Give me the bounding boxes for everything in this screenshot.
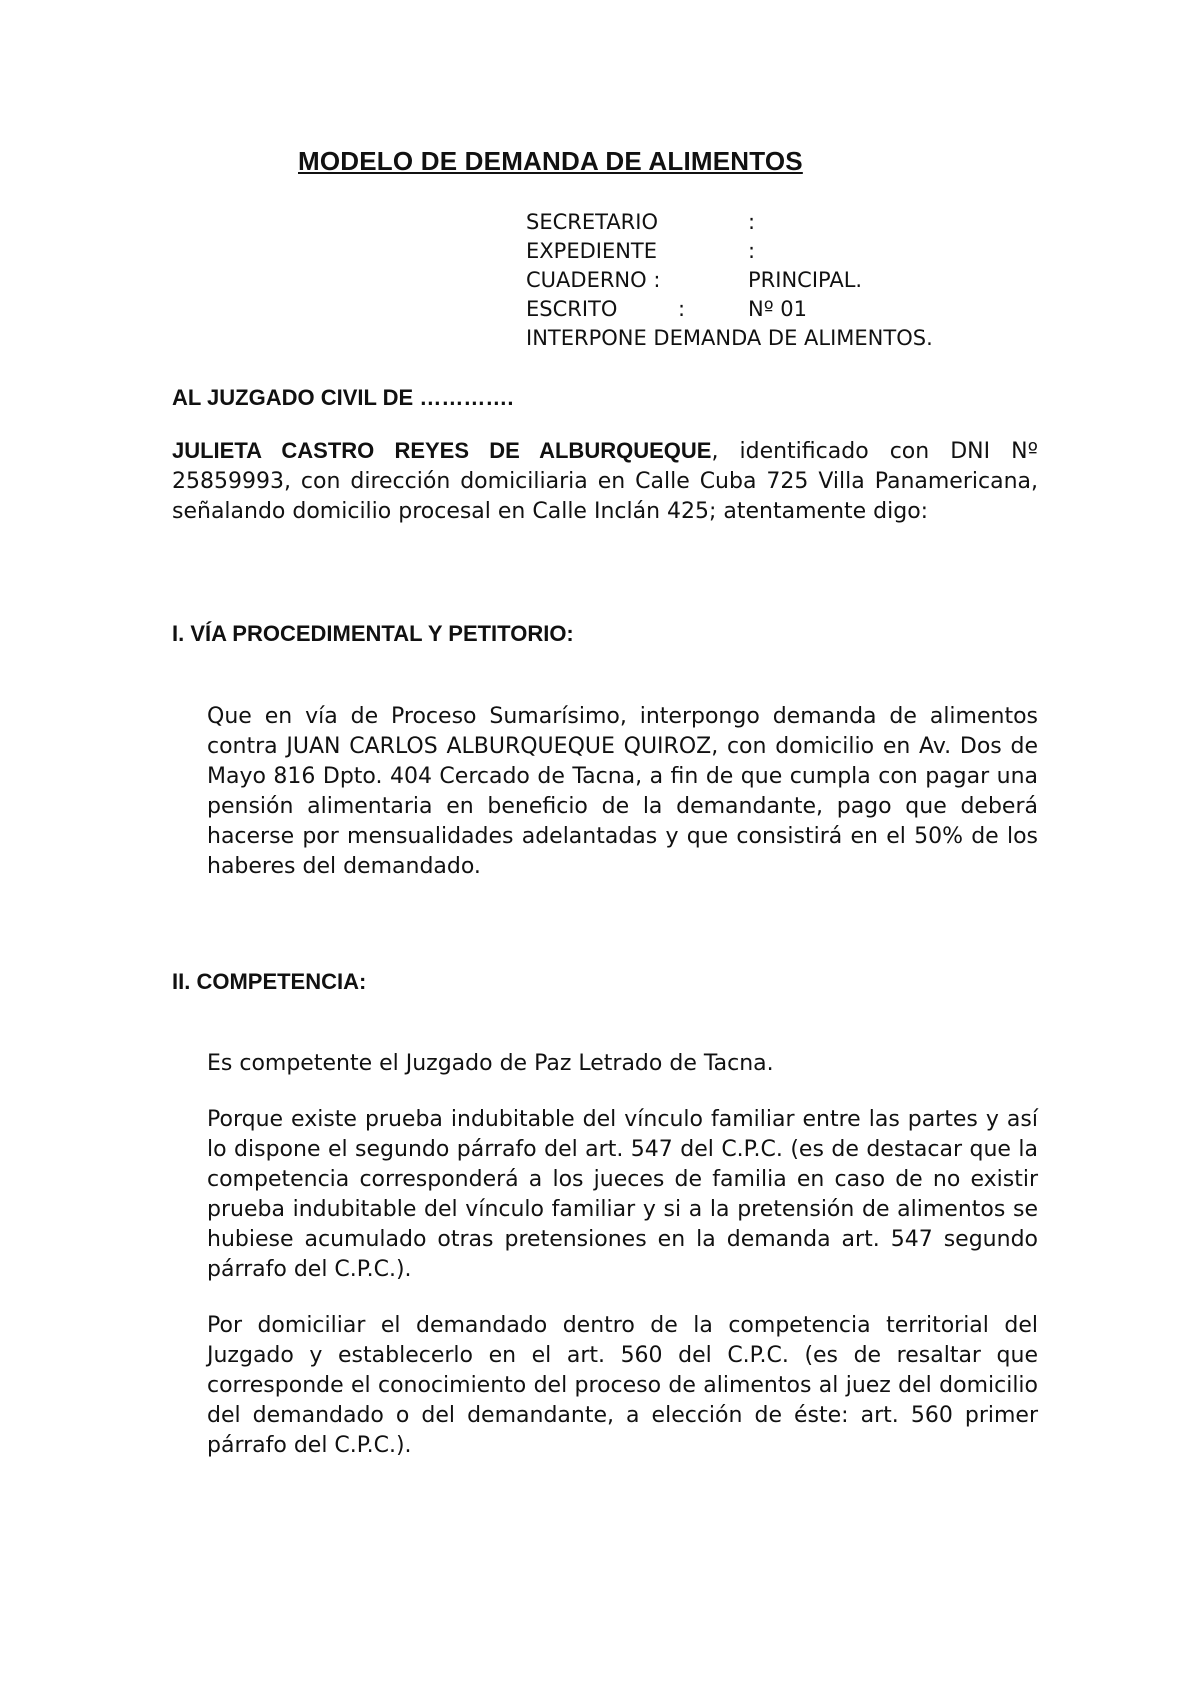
- section-2-paragraph-3: Por domiciliar el demandado dentro de la competencia territorial del Juzgado y establecerlo en el art. 560 del C.P.C. (es de resaltar que corresponde el conocimiento del proceso de alimentos al juez del domicilio del demandado o del demandante, a elección de éste: art. 560 primer párrafo del C.P.C.).: [207, 1313, 1038, 1458]
- plaintiff-name: JULIETA CASTRO REYES DE ALBURQUEQUE: [172, 438, 712, 463]
- cuaderno-row: [526, 266, 933, 295]
- cuaderno-label-group: CUADERNO :: [526, 268, 661, 292]
- expediente-row: [526, 237, 933, 266]
- document-title: MODELO DE DEMANDA DE ALIMENTOS: [298, 146, 803, 176]
- intro-text: , identificado con DNI Nº 25859993, con dirección domiciliaria en Calle Cuba 725 Villa Panamericana, señalando domicilio procesal en Calle Inclán 425; atentamente digo:: [172, 439, 1038, 524]
- secretario-row: [526, 208, 933, 237]
- escrito-value: Nº 01: [748, 297, 808, 321]
- secretario-label: SECRETARIO: [526, 210, 658, 234]
- section-2-paragraph-2: Porque existe prueba indubitable del vínculo familiar entre las partes y así lo dispone el segundo párrafo del art. 547 del C.P.C. (es de destacar que la competencia corresponderá a los jueces de familia en caso de no existir prueba indubitable del vínculo familiar y si a la pretensión de alimentos se hubiese acumulado otras pretensiones en la demanda art. 547 segundo párrafo del C.P.C.).: [207, 1107, 1038, 1282]
- escrito-label: ESCRITO: [526, 297, 618, 321]
- expediente-label: EXPEDIENTE: [526, 239, 658, 263]
- sumilla: INTERPONE DEMANDA DE ALIMENTOS.: [526, 326, 933, 350]
- section-1-heading: I. VÍA PROCEDIMENTAL Y PETITORIO:: [172, 621, 574, 646]
- escrito-label-group: ESCRITO :: [526, 295, 748, 324]
- section-2-paragraph-1: Es competente el Juzgado de Paz Letrado de Tacna.: [207, 1051, 774, 1076]
- secretario-separator: :: [748, 210, 756, 234]
- section-2-heading: II. COMPETENCIA:: [172, 969, 367, 994]
- case-header: [526, 208, 933, 353]
- section-1-paragraph: Que en vía de Proceso Sumarísimo, interpongo demanda de alimentos contra JUAN CARLOS ALBURQUEQUE QUIROZ, con domicilio en Av. Dos de Mayo 816 Dpto. 404 Cercado de Tacna, a fin de que cumpla con pagar una pensión alimentaria en beneficio de la demandante, pago que deberá hacerse por mensualidades adelantadas y que consistirá en el 50% de los haberes del demandado.: [207, 704, 1038, 879]
- addressee: AL JUZGADO CIVIL DE ………….: [172, 385, 514, 410]
- intro-paragraph: [172, 436, 1038, 527]
- cuaderno-value: PRINCIPAL.: [748, 268, 863, 292]
- expediente-separator: :: [748, 239, 756, 263]
- cuaderno-label: CUADERNO: [526, 268, 647, 292]
- escrito-row: [526, 295, 933, 324]
